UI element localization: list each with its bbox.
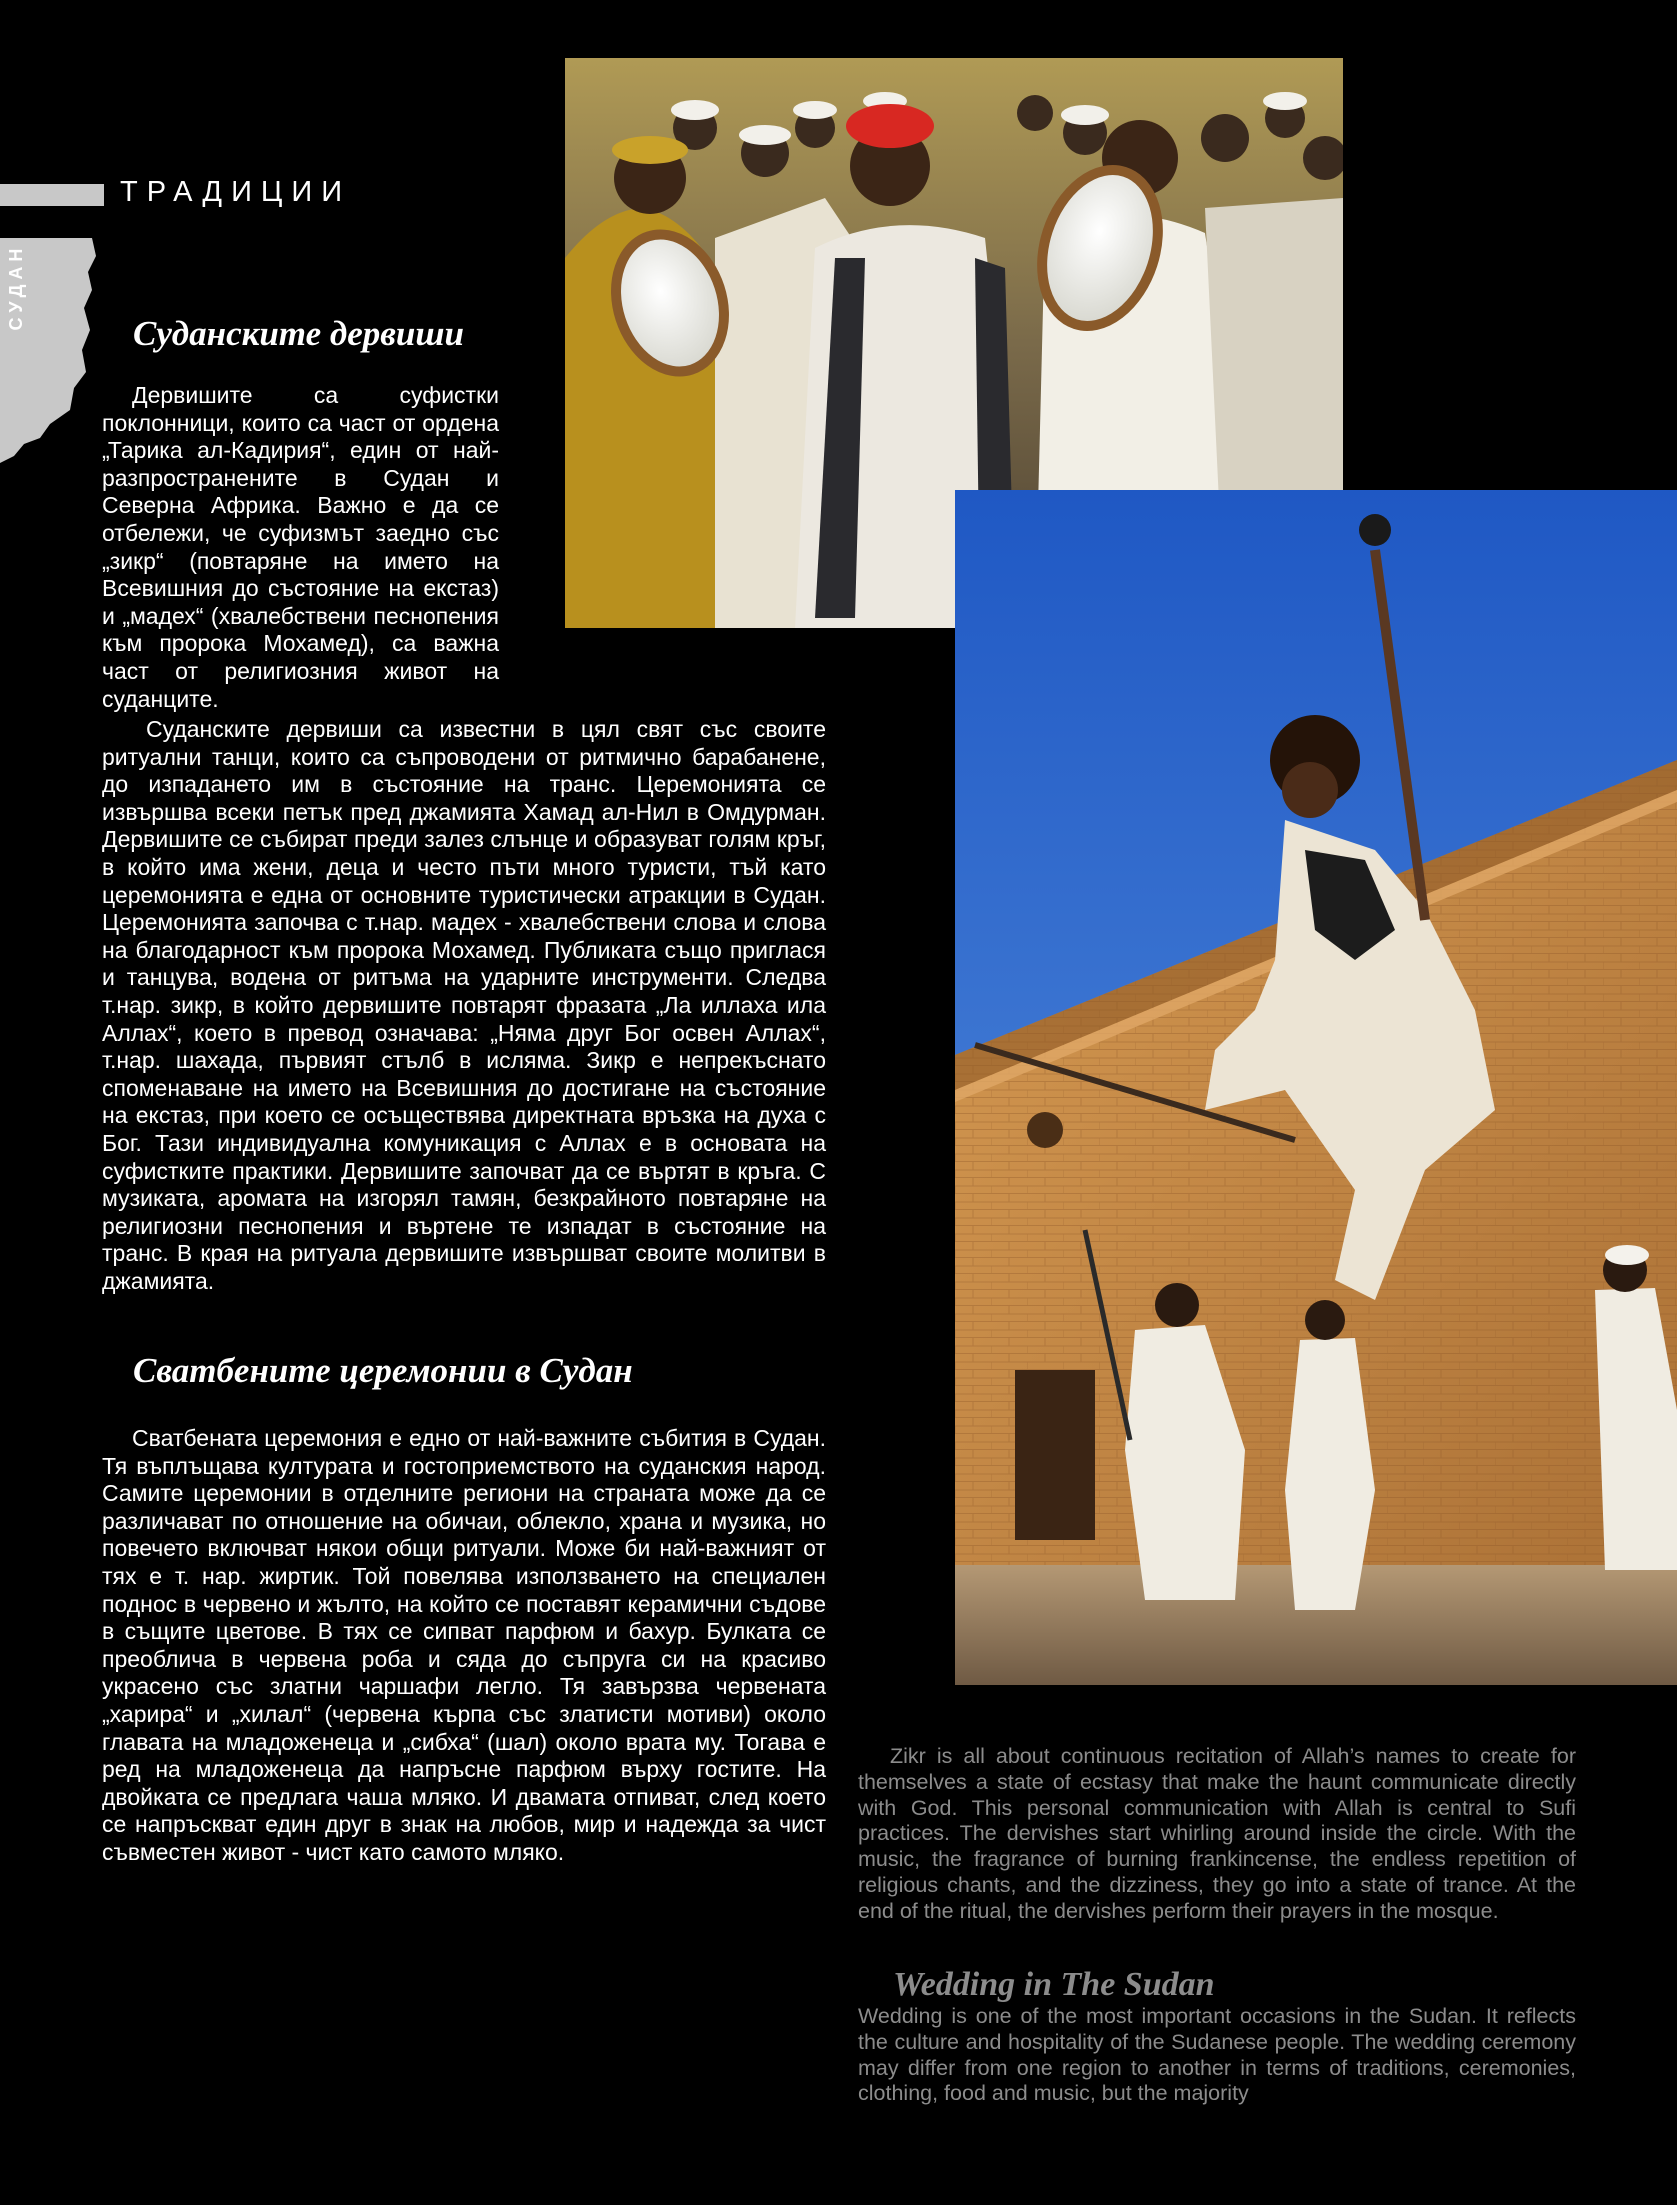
paragraph-dervishes-intro: Дервишите са суфистки поклонници, които са част от ордена „Тарика ал-Кадирия“, един от най-разпространените в Судан и Северна Африка. Важно е да се отбележи, че суфизмът заедно със „зикр“ (повтаряне на името на Всевишния до състояние на екстаз) и „мадех“ (хвалебствени песнопения към пророка Мохамед), са важна част от религиозния живот на суданците.: [102, 382, 499, 712]
english-paragraph-zikr: Zikr is all about continuous recitation of Allah’s names to create for themselves a state of ecstasy that make the haunt communicate directly with God. This personal communication with Allah is central to Sufi practices. The dervishes start whirling around inside the circle. With the music, the fragrance of burning frankincense, the endless repetition of religious chants, and the dizziness, they go into a state of trance. At the end of the ritual, the dervishes perform their prayers in the mosque.: [858, 1744, 1576, 1923]
english-heading-wedding: Wedding in The Sudan: [893, 1966, 1215, 2003]
paragraph-wedding: Сватбената церемония е едно от най-важните събития в Судан. Тя въплъщава културата и гостоприемството на суданския народ. Самите церемонии в отделните региони на страната може да се различават по отношение на обичаи, облекло, храна и музика, но повечето включват някои общи ритуали. Може би най-важният от тях е т. нар. жиртик. Той повелява използването на специален поднос в червено и жълто, на който се поставят керамични съдове в същите цветове. В тях се сипват парфюм и бахур. Булката се преоблича в червена роба и сяда до съпруга си на красиво украсено със златни чаршафи легло. Тя завързва червената „харира“ и „хилал“ (червена кърпа със златисти мотиви) около главата на младоженеца и „сибха“ (шал) около врата му. Тогава е ред на младоженеца да напръсне парфюм върху гостите. На двойката се предлага чаша мляко. И двамата отпиват, след което се напръскват един друг в знак на любов, мир и надежда за чист съвместен живот - чист като самото мляко.: [102, 1425, 826, 1865]
heading-sudanese-dervishes: Суданските дервиши: [133, 314, 464, 353]
section-title: ТРАДИЦИИ: [120, 176, 352, 208]
photo-sword-dance: [955, 490, 1677, 1685]
side-country-label: СУДАН: [6, 243, 26, 331]
section-bar: [0, 184, 104, 206]
paragraph-dervishes-ritual: Суданските дервиши са известни в цял свят със своите ритуални танци, които са съпроводени от ритмично барабанене, до изпадането им в състояние на транс. Церемонията се извършва всеки петък пред джамията Хамад ал-Нил в Омдурман. Дервишите се събират преди залез слънце и образуват голям кръг, в който има жени, деца и често пъти много туристи, тъй като церемонията е една от основните туристически атракции в Судан. Церемонията започва с т.нар. мадех - хвалебствени слова и слова на благодарност към пророка Мохамед. Публиката също приглася и танцува, водена от ритъма на ударните инструменти. Следва т.нар. зикр, в който дервишите повтарят фразата „Ла иллаха ила Аллах“, което в превод означава: „Няма друг Бог освен Аллах“, т.нар. шахада, първият стълб в исляма. Зикр е непрекъснато споменаване на името на Всевишния до достигане на състояние на екстаз, при което се осъществява директната връзка на духа с Бог. Тази индивидуална комуникация с Аллах е в основата на суфистките практики. Дервишите започват да се въртят в кръга. С музиката, аромата на изгорял тамян, безкрайното повтаряне на религиозни песнопения и въртене те изпадат в състояние на транс. В края на ритуала дервишите извършват своите молитви в джамията.: [102, 716, 826, 1294]
english-paragraph-wedding: Wedding is one of the most important occasions in the Sudan. It reflects the culture and hospitality of the Sudanese people. The wedding ceremony may differ from one region to another in terms of traditions, ceremonies, clothing, food and music, but the majority: [858, 2004, 1576, 2106]
heading-wedding-ceremonies: Сватбените церемонии в Судан: [133, 1351, 633, 1390]
